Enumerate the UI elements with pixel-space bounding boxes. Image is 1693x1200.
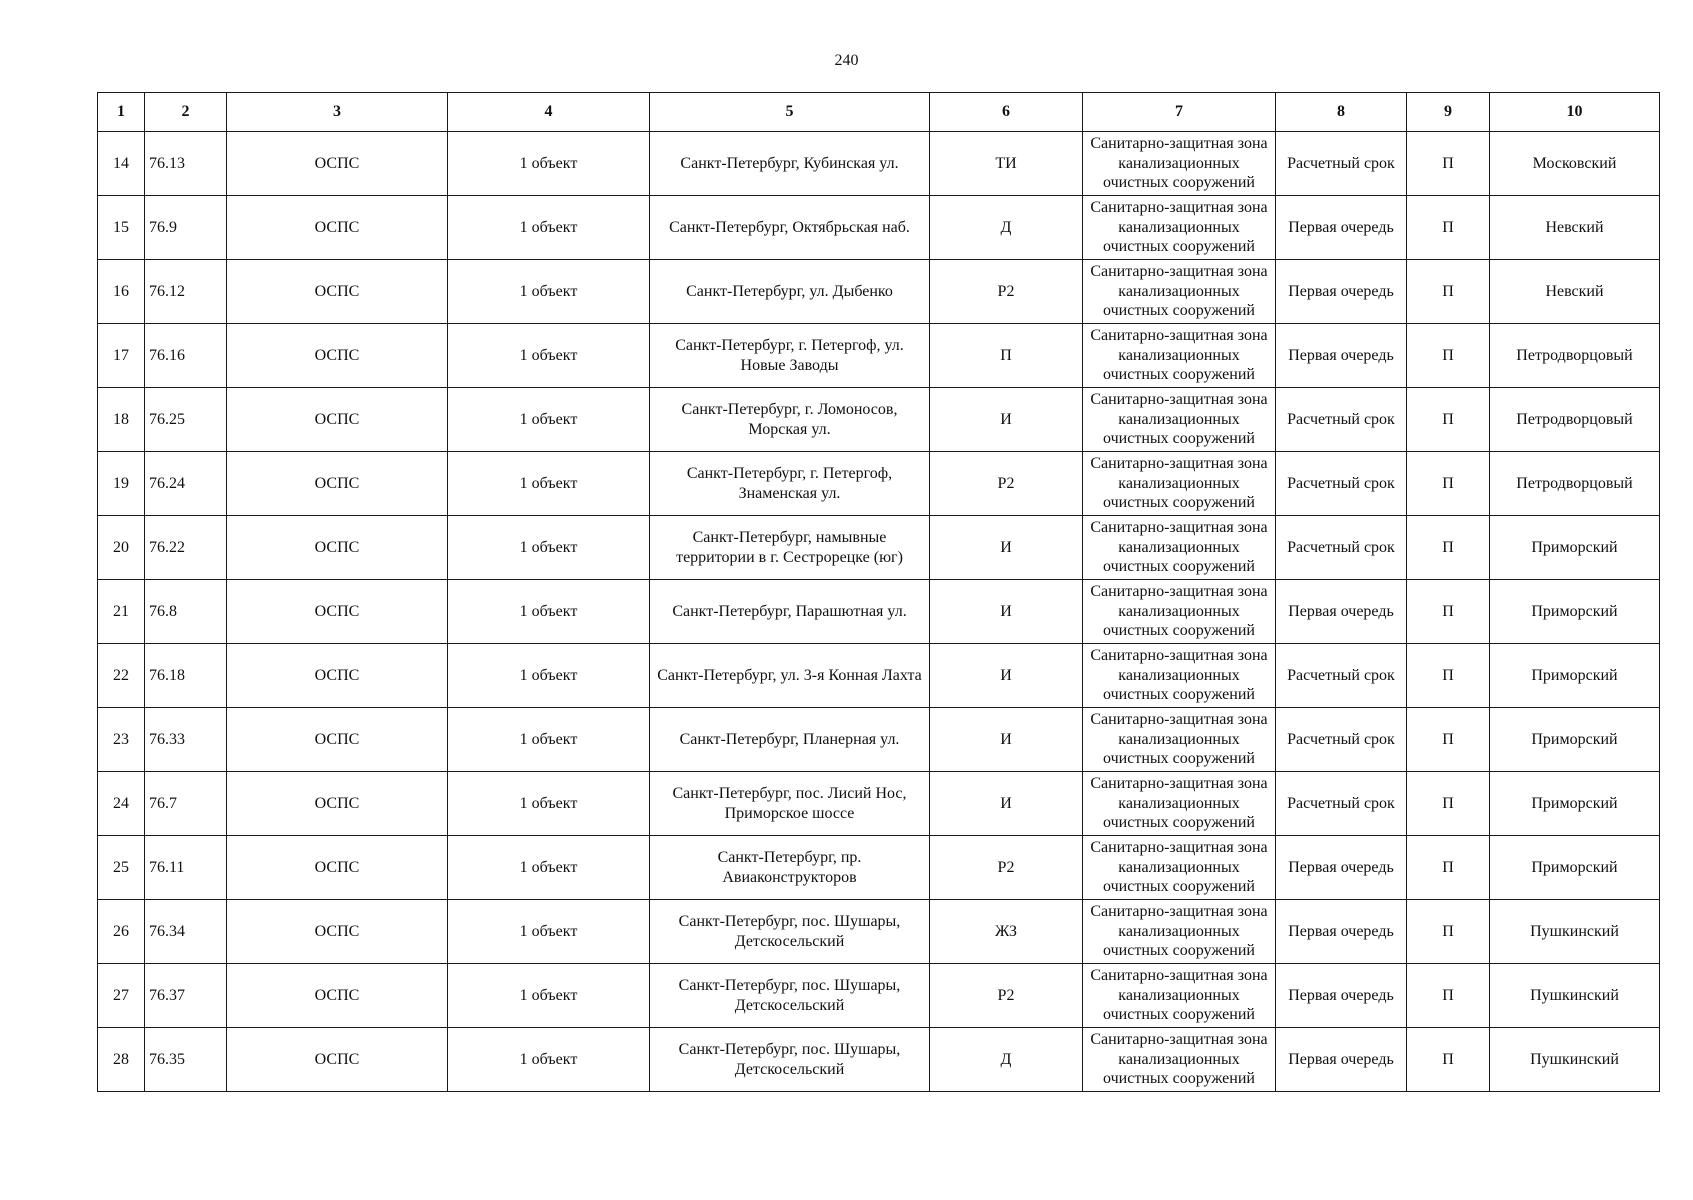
status-cell: П [1407,772,1490,836]
zone-cell: И [930,388,1083,452]
district-cell: Невский [1490,260,1660,324]
purpose-cell: Санитарно-защитная зона канализационных очистных сооружений [1083,132,1276,196]
term-cell: Первая очередь [1276,1028,1407,1092]
row-number-cell: 20 [98,516,145,580]
column-header-4: 4 [448,93,650,132]
district-cell: Пушкинский [1490,1028,1660,1092]
object-type-cell: ОСПС [227,580,448,644]
quantity-cell: 1 объект [448,900,650,964]
address-cell: Санкт-Петербург, г. Петергоф, ул. Новые Заводы [650,324,930,388]
object-code-cell: 76.22 [145,516,227,580]
row-number-cell: 15 [98,196,145,260]
quantity-cell: 1 объект [448,836,650,900]
district-cell: Приморский [1490,772,1660,836]
purpose-cell: Санитарно-защитная зона канализационных очистных сооружений [1083,836,1276,900]
zone-cell: Р2 [930,964,1083,1028]
column-header-5: 5 [650,93,930,132]
purpose-cell: Санитарно-защитная зона канализационных очистных сооружений [1083,196,1276,260]
zone-cell: И [930,772,1083,836]
status-cell: П [1407,900,1490,964]
object-type-cell: ОСПС [227,836,448,900]
zone-cell: Д [930,1028,1083,1092]
object-code-cell: 76.11 [145,836,227,900]
term-cell: Расчетный срок [1276,388,1407,452]
object-type-cell: ОСПС [227,516,448,580]
row-number-cell: 17 [98,324,145,388]
term-cell: Первая очередь [1276,836,1407,900]
table-row [98,836,1660,900]
quantity-cell: 1 объект [448,580,650,644]
table-row [98,644,1660,708]
status-cell: П [1407,1028,1490,1092]
purpose-cell: Санитарно-защитная зона канализационных очистных сооружений [1083,772,1276,836]
term-cell: Расчетный срок [1276,516,1407,580]
row-number-cell: 23 [98,708,145,772]
quantity-cell: 1 объект [448,196,650,260]
term-cell: Первая очередь [1276,260,1407,324]
term-cell: Расчетный срок [1276,132,1407,196]
district-cell: Приморский [1490,516,1660,580]
table-row [98,324,1660,388]
object-type-cell: ОСПС [227,324,448,388]
zone-cell: И [930,516,1083,580]
object-type-cell: ОСПС [227,708,448,772]
purpose-cell: Санитарно-защитная зона канализационных очистных сооружений [1083,324,1276,388]
status-cell: П [1407,644,1490,708]
district-cell: Невский [1490,196,1660,260]
column-header-1: 1 [98,93,145,132]
object-code-cell: 76.25 [145,388,227,452]
quantity-cell: 1 объект [448,644,650,708]
district-cell: Пушкинский [1490,964,1660,1028]
district-cell: Приморский [1490,644,1660,708]
table-row [98,964,1660,1028]
column-header-6: 6 [930,93,1083,132]
purpose-cell: Санитарно-защитная зона канализационных очистных сооружений [1083,1028,1276,1092]
object-code-cell: 76.7 [145,772,227,836]
status-cell: П [1407,836,1490,900]
row-number-cell: 18 [98,388,145,452]
quantity-cell: 1 объект [448,132,650,196]
object-type-cell: ОСПС [227,900,448,964]
term-cell: Первая очередь [1276,900,1407,964]
address-cell: Санкт-Петербург, пос. Шушары, Детскосельский [650,900,930,964]
quantity-cell: 1 объект [448,452,650,516]
address-cell: Санкт-Петербург, пос. Шушары, Детскосельский [650,964,930,1028]
table-row [98,900,1660,964]
table-row [98,132,1660,196]
district-cell: Петродворцовый [1490,452,1660,516]
zone-cell: И [930,708,1083,772]
quantity-cell: 1 объект [448,260,650,324]
status-cell: П [1407,196,1490,260]
district-cell: Петродворцовый [1490,388,1660,452]
table-row [98,1028,1660,1092]
table-body [98,132,1660,1092]
object-code-cell: 76.13 [145,132,227,196]
column-header-8: 8 [1276,93,1407,132]
purpose-cell: Санитарно-защитная зона канализационных очистных сооружений [1083,516,1276,580]
district-cell: Приморский [1490,836,1660,900]
purpose-cell: Санитарно-защитная зона канализационных очистных сооружений [1083,900,1276,964]
object-type-cell: ОСПС [227,260,448,324]
purpose-cell: Санитарно-защитная зона канализационных очистных сооружений [1083,388,1276,452]
table-row [98,516,1660,580]
district-cell: Пушкинский [1490,900,1660,964]
zone-cell: И [930,580,1083,644]
quantity-cell: 1 объект [448,772,650,836]
zone-cell: И [930,644,1083,708]
row-number-cell: 21 [98,580,145,644]
address-cell: Санкт-Петербург, Планерная ул. [650,708,930,772]
table-row [98,388,1660,452]
zones-table [97,92,1660,1092]
address-cell: Санкт-Петербург, ул. Дыбенко [650,260,930,324]
object-type-cell: ОСПС [227,196,448,260]
status-cell: П [1407,964,1490,1028]
table-row [98,196,1660,260]
zone-cell: Р2 [930,452,1083,516]
term-cell: Расчетный срок [1276,452,1407,516]
row-number-cell: 22 [98,644,145,708]
row-number-cell: 16 [98,260,145,324]
status-cell: П [1407,324,1490,388]
address-cell: Санкт-Петербург, ул. 3-я Конная Лахта [650,644,930,708]
object-type-cell: ОСПС [227,132,448,196]
table-row [98,580,1660,644]
district-cell: Петродворцовый [1490,324,1660,388]
row-number-cell: 19 [98,452,145,516]
district-cell: Приморский [1490,580,1660,644]
quantity-cell: 1 объект [448,324,650,388]
address-cell: Санкт-Петербург, пос. Лисий Нос, Приморское шоссе [650,772,930,836]
district-cell: Московский [1490,132,1660,196]
page-number: 240 [834,52,859,69]
status-cell: П [1407,516,1490,580]
term-cell: Расчетный срок [1276,644,1407,708]
term-cell: Первая очередь [1276,196,1407,260]
object-type-cell: ОСПС [227,964,448,1028]
column-header-7: 7 [1083,93,1276,132]
status-cell: П [1407,260,1490,324]
object-type-cell: ОСПС [227,644,448,708]
object-code-cell: 76.12 [145,260,227,324]
purpose-cell: Санитарно-защитная зона канализационных очистных сооружений [1083,260,1276,324]
row-number-cell: 26 [98,900,145,964]
status-cell: П [1407,580,1490,644]
zone-cell: П [930,324,1083,388]
address-cell: Санкт-Петербург, намывные территории в г. Сестрорецке (юг) [650,516,930,580]
purpose-cell: Санитарно-защитная зона канализационных очистных сооружений [1083,452,1276,516]
zone-cell: Р2 [930,836,1083,900]
status-cell: П [1407,388,1490,452]
purpose-cell: Санитарно-защитная зона канализационных очистных сооружений [1083,644,1276,708]
quantity-cell: 1 объект [448,1028,650,1092]
object-type-cell: ОСПС [227,1028,448,1092]
object-code-cell: 76.8 [145,580,227,644]
object-code-cell: 76.37 [145,964,227,1028]
object-code-cell: 76.34 [145,900,227,964]
purpose-cell: Санитарно-защитная зона канализационных очистных сооружений [1083,580,1276,644]
row-number-cell: 27 [98,964,145,1028]
table-row [98,772,1660,836]
table-row [98,452,1660,516]
quantity-cell: 1 объект [448,388,650,452]
address-cell: Санкт-Петербург, Октябрьская наб. [650,196,930,260]
table-row [98,260,1660,324]
quantity-cell: 1 объект [448,516,650,580]
object-code-cell: 76.18 [145,644,227,708]
object-code-cell: 76.35 [145,1028,227,1092]
address-cell: Санкт-Петербург, Парашютная ул. [650,580,930,644]
row-number-cell: 24 [98,772,145,836]
quantity-cell: 1 объект [448,964,650,1028]
object-type-cell: ОСПС [227,452,448,516]
address-cell: Санкт-Петербург, пос. Шушары, Детскосельский [650,1028,930,1092]
status-cell: П [1407,708,1490,772]
purpose-cell: Санитарно-защитная зона канализационных очистных сооружений [1083,708,1276,772]
term-cell: Расчетный срок [1276,708,1407,772]
object-type-cell: ОСПС [227,388,448,452]
zone-cell: Р2 [930,260,1083,324]
column-header-10: 10 [1490,93,1660,132]
address-cell: Санкт-Петербург, пр. Авиаконструкторов [650,836,930,900]
address-cell: Санкт-Петербург, г. Ломоносов, Морская ул. [650,388,930,452]
column-header-3: 3 [227,93,448,132]
header-row [98,93,1660,132]
object-type-cell: ОСПС [227,772,448,836]
column-header-9: 9 [1407,93,1490,132]
object-code-cell: 76.33 [145,708,227,772]
address-cell: Санкт-Петербург, Кубинская ул. [650,132,930,196]
zone-cell: ТИ [930,132,1083,196]
term-cell: Первая очередь [1276,324,1407,388]
column-header-2: 2 [145,93,227,132]
quantity-cell: 1 объект [448,708,650,772]
status-cell: П [1407,452,1490,516]
zone-cell: ЖЗ [930,900,1083,964]
object-code-cell: 76.16 [145,324,227,388]
term-cell: Расчетный срок [1276,772,1407,836]
row-number-cell: 14 [98,132,145,196]
row-number-cell: 25 [98,836,145,900]
table-row [98,708,1660,772]
zone-cell: Д [930,196,1083,260]
district-cell: Приморский [1490,708,1660,772]
address-cell: Санкт-Петербург, г. Петергоф, Знаменская ул. [650,452,930,516]
term-cell: Первая очередь [1276,964,1407,1028]
row-number-cell: 28 [98,1028,145,1092]
object-code-cell: 76.24 [145,452,227,516]
term-cell: Первая очередь [1276,580,1407,644]
status-cell: П [1407,132,1490,196]
purpose-cell: Санитарно-защитная зона канализационных очистных сооружений [1083,964,1276,1028]
object-code-cell: 76.9 [145,196,227,260]
